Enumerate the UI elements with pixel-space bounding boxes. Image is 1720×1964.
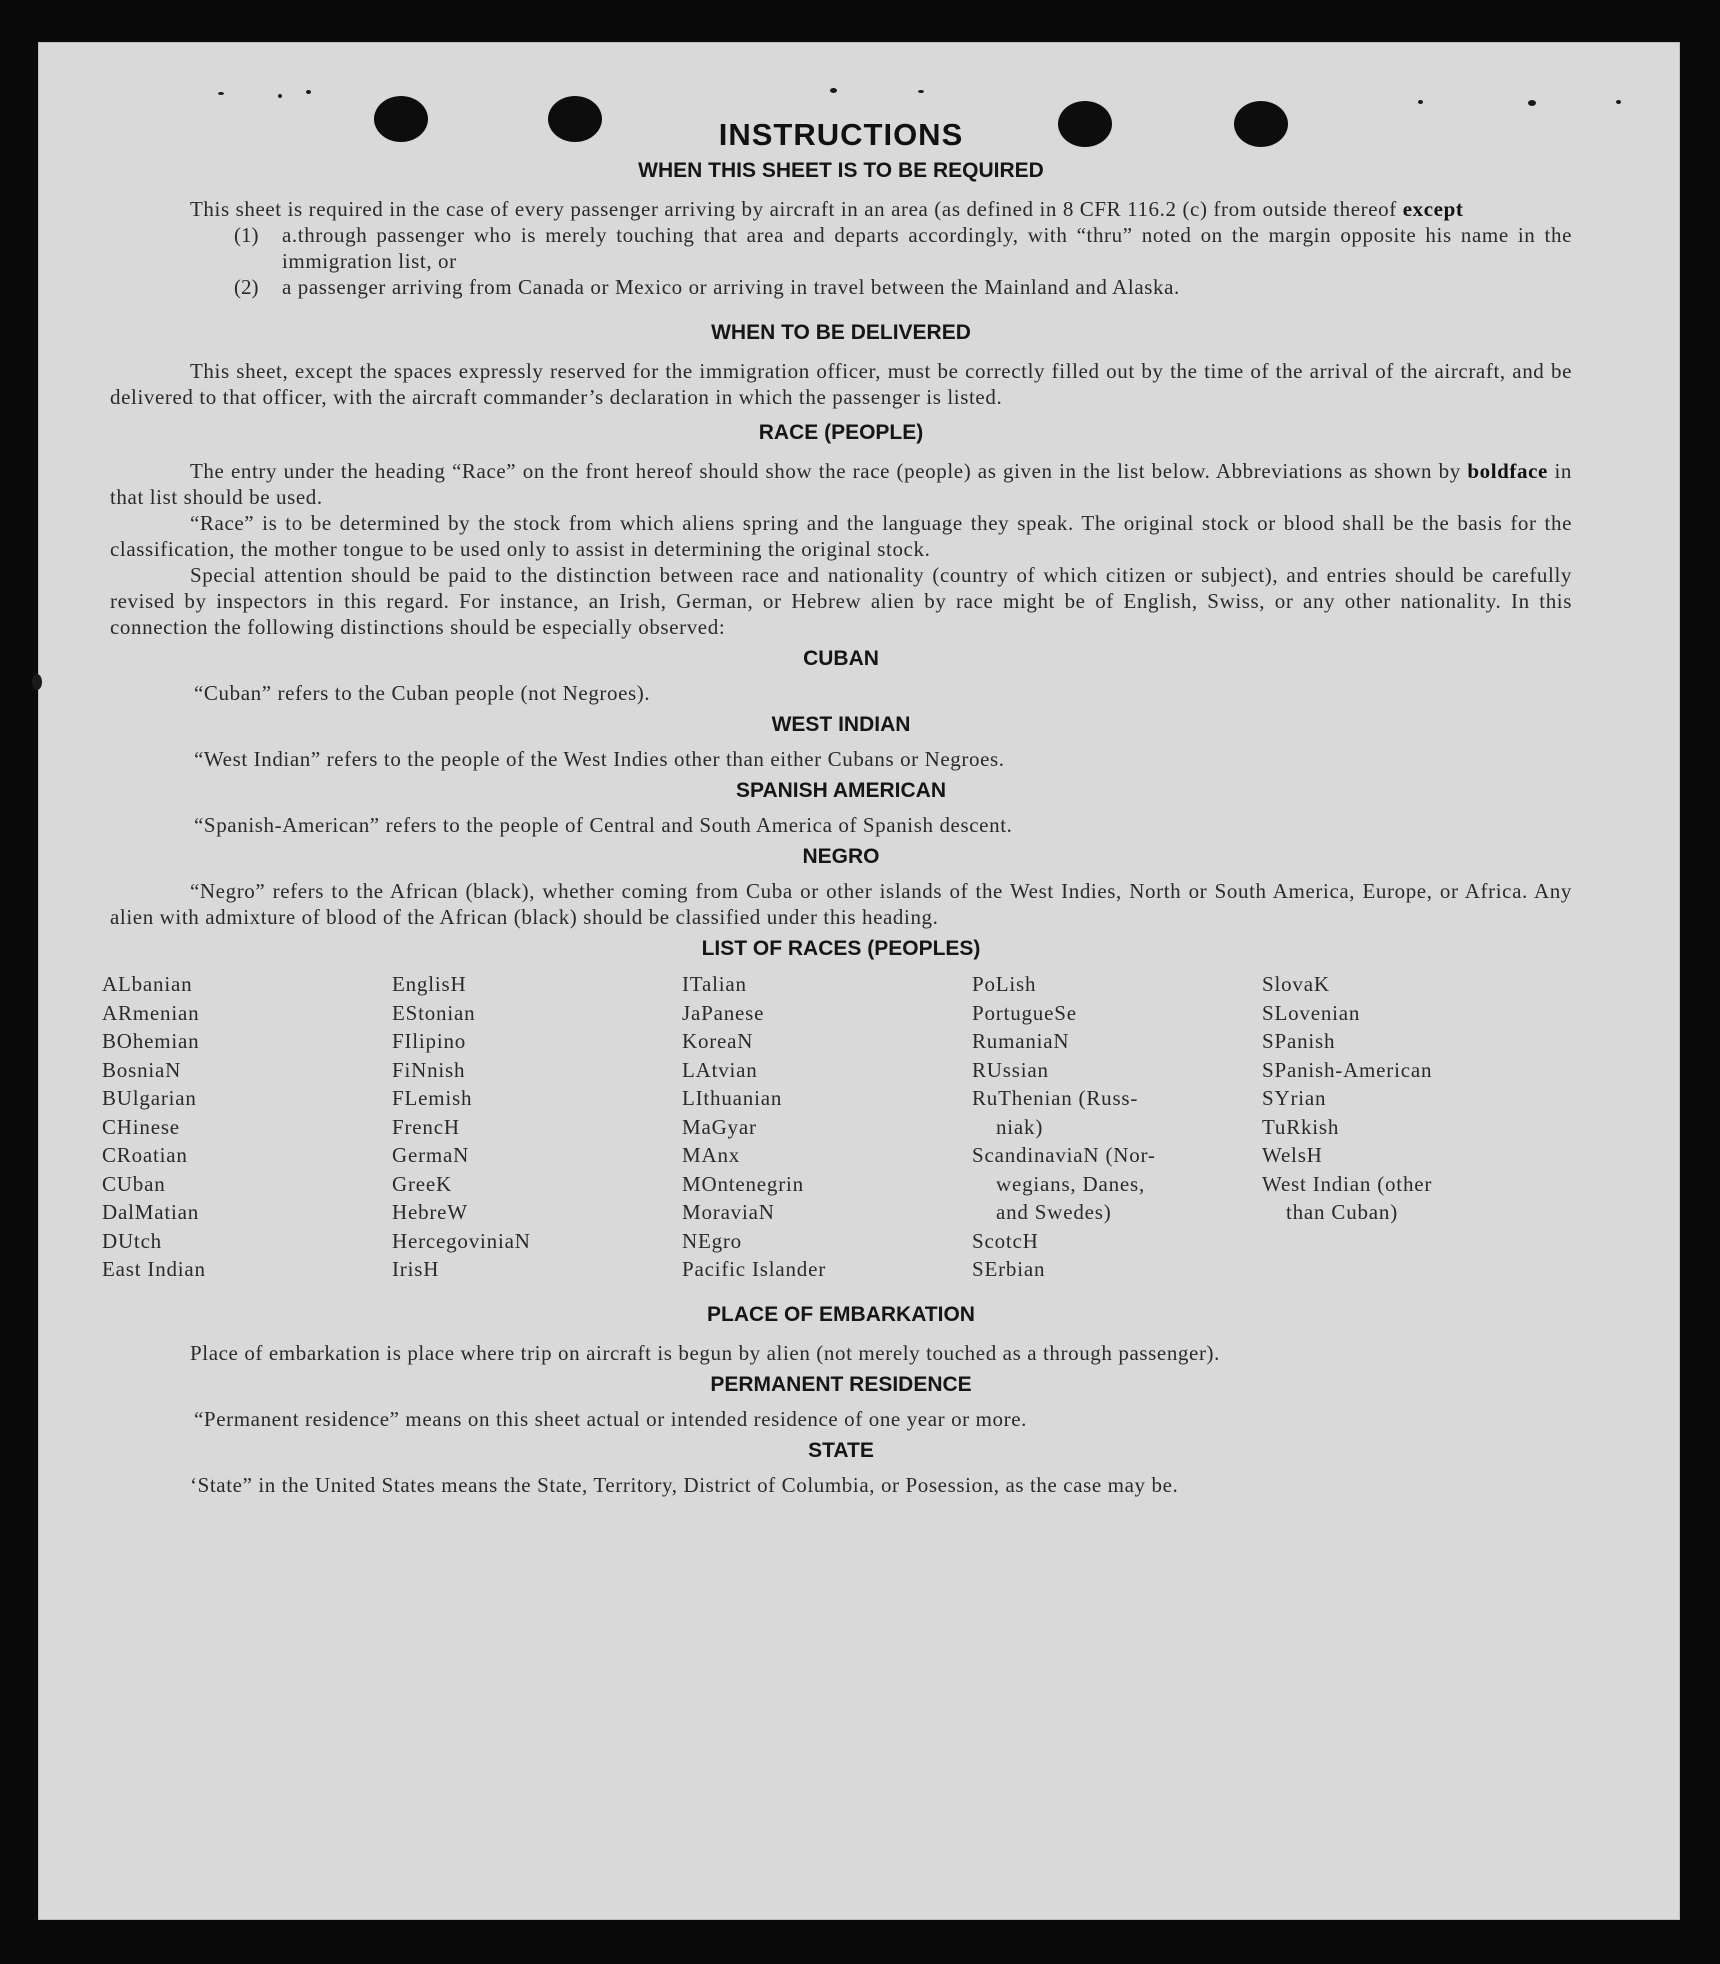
race-item: DUtch (102, 1228, 162, 1253)
race-item: MaGyar (682, 1114, 757, 1139)
page-title: INSTRUCTIONS (718, 117, 964, 152)
paragraph-race-2: “Race” is to be determined by the stock from which aliens spring and the language they speak. The original stock or blood shall be the basis for the classification, the mother tongue to be used only to assist in determining the original stock. (110, 511, 1572, 561)
speck (1418, 100, 1423, 104)
race-list (102, 970, 1572, 1284)
race-item: DalMatian (102, 1200, 200, 1224)
race-item: KoreaN (682, 1029, 754, 1053)
emphasis-text: except (1402, 197, 1464, 221)
race-item: EnglisH (392, 972, 467, 996)
race-item: RuThenian (Russ- (972, 1086, 1139, 1110)
race-item: ITalian (682, 972, 747, 996)
race-item: MOntenegrin (682, 1171, 804, 1196)
paragraph-when-required (110, 196, 1572, 222)
race-item: ScotcH (972, 1228, 1039, 1253)
race-item: SYrian (1262, 1086, 1327, 1110)
heading-list-of-races: LIST OF RACES (PEOPLES) (701, 937, 981, 960)
race-item: than Cuban) (1286, 1200, 1399, 1224)
race-item: EStonian (392, 1000, 476, 1025)
race-column (682, 970, 972, 1284)
race-item: and Swedes) (996, 1200, 1112, 1224)
speck (918, 90, 924, 93)
paragraph-when-delivered: This sheet, except the spaces expressly reserved for the immigration officer, must be correctly filled out by the time of the arrival of the aircraft, and be delivered to that officer, with the aircraft commander’s declaration in which the passenger is listed. (110, 359, 1572, 409)
race-column (102, 970, 392, 1284)
speck (1616, 100, 1621, 104)
race-item: ALbanian (102, 972, 193, 996)
race-item: SPanish-American (1262, 1057, 1433, 1082)
race-item: East Indian (102, 1257, 206, 1281)
race-item: GermaN (392, 1143, 470, 1167)
item-text: a.through passenger who is merely touching that area and departs accordingly, with “thru” noted on the margin opposite his name in the immigration list, or (282, 223, 1572, 273)
paragraph-negro: “Negro” refers to the African (black), whether coming from Cuba or other islands of the West Indies, North or South America, Europe, or Africa. Any alien with admixture of blood of the African (black) should be classified under this heading. (110, 879, 1572, 929)
race-item: FIlipino (392, 1029, 467, 1053)
race-item: CUban (102, 1171, 166, 1196)
race-item: BOhemian (102, 1029, 200, 1053)
race-item: ARmenian (102, 1000, 200, 1025)
item-text: a passenger arriving from Canada or Mexico or arriving in travel between the Mainland and Alaska. (282, 275, 1180, 299)
race-item: HercegoviniaN (392, 1228, 531, 1253)
race-item: IrisH (392, 1257, 440, 1281)
race-item: SPanish (1262, 1029, 1336, 1053)
race-item: FrencH (392, 1114, 460, 1139)
race-column (1262, 970, 1552, 1284)
race-item: MoraviaN (682, 1200, 775, 1224)
race-item: FLemish (392, 1086, 473, 1110)
heading-embarkation: PLACE OF EMBARKATION (707, 1302, 975, 1326)
paragraph-text: in that list should be used. (110, 459, 1572, 509)
race-item: BosniaN (102, 1057, 182, 1082)
heading-when-required: WHEN THIS SHEET IS TO BE REQUIRED (638, 159, 1044, 182)
race-item: BUlgarian (102, 1086, 197, 1110)
race-item: SErbian (972, 1257, 1046, 1281)
paragraph-race-1 (110, 458, 1572, 510)
race-item: PoLish (972, 972, 1037, 996)
race-column (392, 970, 682, 1284)
paragraph-race-3: Special attention should be paid to the distinction between race and nationality (country of which citizen or subject), and entries should be carefully revised by inspectors in this regard. For instance, an Irish, German, or Hebrew alien by race might be of English, Swiss, or any other nationality. In this connection the following distinctions should be especially observed: (110, 563, 1572, 639)
heading-permanent-residence: PERMANENT RESIDENCE (710, 1372, 972, 1396)
speck (32, 674, 42, 690)
race-item: SlovaK (1262, 972, 1330, 996)
paragraph-spanish-american: “Spanish-American” refers to the people of Central and South America of Spanish descent. (194, 813, 1013, 837)
heading-race: RACE (PEOPLE) (758, 421, 924, 444)
speck (278, 94, 282, 98)
race-item: NEgro (682, 1228, 742, 1253)
heading-cuban: CUBAN (803, 647, 879, 670)
race-item: RUssian (972, 1057, 1049, 1082)
speck (306, 90, 311, 94)
speck (1528, 100, 1536, 106)
race-item: West Indian (other (1262, 1171, 1433, 1196)
race-item: HebreW (392, 1200, 468, 1224)
item-number: (2) (234, 275, 259, 299)
heading-negro: NEGRO (802, 845, 880, 868)
exception-item (110, 222, 1572, 274)
race-item: RumaniaN (972, 1029, 1070, 1053)
speck (218, 92, 224, 95)
race-column (972, 970, 1262, 1284)
race-item: GreeK (392, 1171, 452, 1196)
race-item: JaPanese (682, 1000, 765, 1025)
exception-item (110, 274, 1572, 300)
paragraph-text: The entry under the heading “Race” on the front hereof should show the race (people) as given in the list below. Abbreviations as shown by (190, 459, 1461, 483)
race-item: WelsH (1262, 1143, 1323, 1167)
race-item: TuRkish (1262, 1114, 1340, 1139)
race-item: LIthuanian (682, 1086, 783, 1110)
race-item: niak) (996, 1114, 1044, 1139)
race-item: wegians, Danes, (996, 1171, 1146, 1196)
emphasis-text: boldface (1467, 459, 1548, 483)
speck (830, 88, 837, 93)
heading-when-delivered: WHEN TO BE DELIVERED (711, 321, 971, 344)
heading-west-indian: WEST INDIAN (771, 713, 911, 736)
race-item: MAnx (682, 1143, 741, 1167)
paragraph-west-indian: “West Indian” refers to the people of the West Indies other than either Cubans or Negroes. (194, 747, 1005, 771)
instructions-body (102, 117, 1572, 1498)
paragraph-state: ‘State” in the United States means the State, Territory, District of Columbia, or Posession, as the case may be. (190, 1472, 1179, 1497)
heading-state: STATE (808, 1438, 874, 1462)
race-item: LAtvian (682, 1057, 758, 1082)
race-item: PortugueSe (972, 1000, 1077, 1025)
race-item: SLovenian (1262, 1000, 1361, 1025)
race-item: Pacific Islander (682, 1257, 826, 1281)
paragraph-embarkation: Place of embarkation is place where trip on aircraft is begun by alien (not merely touched as a through passenger). (190, 1340, 1220, 1365)
heading-spanish-american: SPANISH AMERICAN (735, 779, 946, 802)
race-item: ScandinaviaN (Nor- (972, 1143, 1156, 1167)
race-item: FiNnish (392, 1057, 466, 1082)
paragraph-permanent-residence: “Permanent residence” means on this sheet actual or intended residence of one year or more. (194, 1406, 1028, 1431)
paragraph-cuban: “Cuban” refers to the Cuban people (not Negroes). (194, 681, 651, 705)
paragraph-text: This sheet is required in the case of every passenger arriving by aircraft in an area (as defined in 8 CFR 116.2 (c) from outside thereof (190, 197, 1397, 221)
item-number: (1) (234, 223, 259, 247)
race-item: CRoatian (102, 1143, 188, 1167)
race-item: CHinese (102, 1114, 180, 1139)
